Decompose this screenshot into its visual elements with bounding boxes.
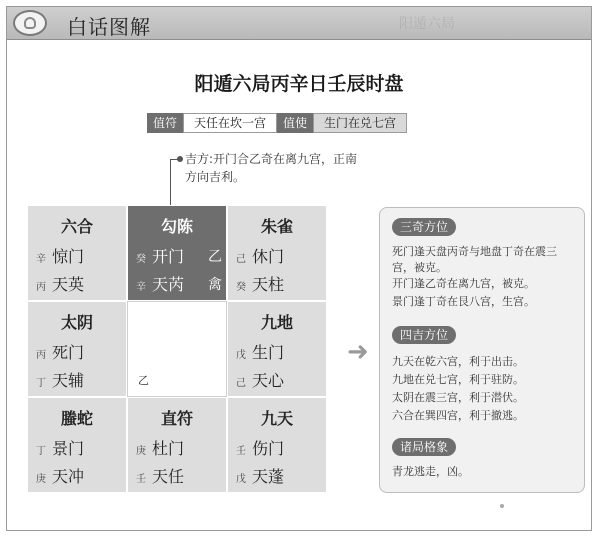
- palace-door-row: [236, 340, 284, 363]
- palace-gen-8: [27, 397, 127, 493]
- palace-star: 天任: [152, 467, 185, 486]
- palace-star: 天冲: [52, 467, 85, 486]
- sanqi-line: 景门逢丁奇在艮八宫，生宫。: [392, 295, 535, 308]
- palace-xun-4: [27, 205, 127, 301]
- palace-qian-6: [227, 397, 327, 493]
- palace-door-row: [136, 244, 184, 267]
- palace-god: 九地: [260, 313, 293, 332]
- sanqi-line: 死门逢天盘丙奇与地盘丁奇在震三宫，被克。: [392, 245, 557, 274]
- siji-line: 九地在兑七宫，利于驻防。: [392, 373, 524, 386]
- palace-door: 生门: [252, 343, 285, 362]
- header-bar: [7, 7, 591, 40]
- earth-stem: 庚: [36, 474, 46, 485]
- palace-star: 天芮: [152, 275, 185, 294]
- palace-star-row: [236, 272, 284, 295]
- palace-god: 直符: [160, 409, 193, 428]
- palace-star-row: [236, 464, 284, 487]
- header-title: 白话图解: [67, 15, 151, 39]
- arrow-right-icon: ➜: [347, 337, 369, 367]
- palace-door: 惊门: [52, 247, 85, 266]
- palace-god: 九天: [260, 409, 293, 428]
- zhifu-zhishi-bar: [147, 113, 407, 133]
- palace-extra-star: 禽: [208, 277, 222, 293]
- palace-zhen-3: [27, 301, 127, 397]
- heaven-stem: 丙: [36, 350, 46, 361]
- palace-kun-2: [227, 205, 327, 301]
- palace-center-5: [127, 301, 227, 397]
- palace-star-row: [36, 368, 84, 391]
- explanation-panel: [379, 207, 585, 493]
- zhifu-tag: 值符: [147, 113, 183, 133]
- section-title-siji: 四吉方位: [392, 326, 456, 344]
- heaven-stem: 己: [236, 254, 246, 265]
- palace-door-row: [236, 244, 284, 267]
- chart-title: 阳遁六局丙辛日壬辰时盘: [194, 73, 404, 95]
- earth-stem: 戊: [236, 474, 246, 485]
- palace-star-row: [136, 272, 184, 295]
- zhishi-tag: 值使: [277, 113, 313, 133]
- palace-door: 休门: [252, 247, 285, 266]
- section-title-geju: 诸局格象: [392, 438, 456, 456]
- heaven-stem: 丁: [36, 446, 46, 457]
- palace-god: 太阴: [60, 313, 93, 332]
- earth-stem: 己: [236, 378, 246, 389]
- book-logo-icon: [13, 10, 47, 36]
- palace-star-row: [36, 464, 84, 487]
- page-frame: [6, 6, 592, 531]
- siji-line: 太阴在震三宫，利于潜伏。: [392, 391, 524, 404]
- palace-door-row: [36, 340, 84, 363]
- palace-door: 伤门: [252, 439, 285, 458]
- sanqi-line: 开门逢乙奇在离九宫，被克。: [392, 277, 535, 290]
- palace-door-row: [236, 436, 284, 459]
- palace-dui-7: [227, 301, 327, 397]
- heaven-stem: 辛: [36, 254, 46, 265]
- zhifu-value: 天任在坎一宫: [183, 113, 277, 133]
- callout-dot-icon: [177, 156, 183, 162]
- palace-star: 天英: [52, 275, 85, 294]
- heaven-stem: 庚: [136, 446, 146, 457]
- callout-note: [185, 150, 365, 186]
- qimen-nine-palace-grid: [27, 205, 327, 493]
- earth-stem: 癸: [236, 282, 246, 293]
- header-ghost-text: 阳遁六局: [399, 16, 455, 32]
- palace-li-9: [127, 205, 227, 301]
- earth-stem: 辛: [136, 282, 146, 293]
- center-stem: 乙: [138, 374, 149, 387]
- siji-line: 六合在巽四宫，利于撤逃。: [392, 409, 524, 422]
- earth-stem: 壬: [136, 474, 146, 485]
- heaven-stem: 癸: [136, 254, 146, 265]
- callout-label: 吉方:: [185, 152, 214, 166]
- zhishi-value: 生门在兑七宫: [313, 113, 407, 133]
- palace-door-row: [36, 436, 84, 459]
- heaven-stem: 戊: [236, 350, 246, 361]
- earth-stem: 丙: [36, 282, 46, 293]
- decorative-dot: [500, 504, 504, 508]
- palace-door: 杜门: [152, 439, 185, 458]
- callout-leader-line: [170, 159, 171, 205]
- geju-line: 青龙逃走，凶。: [392, 465, 469, 478]
- palace-extra-stem: 乙: [208, 249, 222, 265]
- palace-door-row: [136, 436, 184, 459]
- palace-god: 勾陈: [160, 217, 193, 236]
- earth-stem: 丁: [36, 378, 46, 389]
- palace-door: 景门: [52, 439, 85, 458]
- palace-door-row: [36, 244, 84, 267]
- palace-god: 螣蛇: [60, 409, 93, 428]
- palace-star: 天柱: [252, 275, 285, 294]
- palace-star: 天蓬: [252, 467, 285, 486]
- palace-god: 六合: [60, 217, 93, 236]
- palace-star: 天辅: [52, 371, 85, 390]
- callout-body: 开门合乙奇在离九宫，正南方向吉利。: [185, 152, 358, 184]
- section-title-sanqi: 三奇方位: [392, 218, 456, 236]
- palace-star-row: [36, 272, 84, 295]
- palace-door: 开门: [152, 247, 185, 266]
- palace-god: 朱雀: [260, 217, 293, 236]
- palace-kan-1: [127, 397, 227, 493]
- palace-star-row: [136, 464, 184, 487]
- heaven-stem: 壬: [236, 446, 246, 457]
- palace-star-row: [236, 368, 284, 391]
- palace-door: 死门: [52, 343, 85, 362]
- palace-star: 天心: [252, 371, 285, 390]
- siji-line: 九天在乾六宫，利于出击。: [392, 355, 524, 368]
